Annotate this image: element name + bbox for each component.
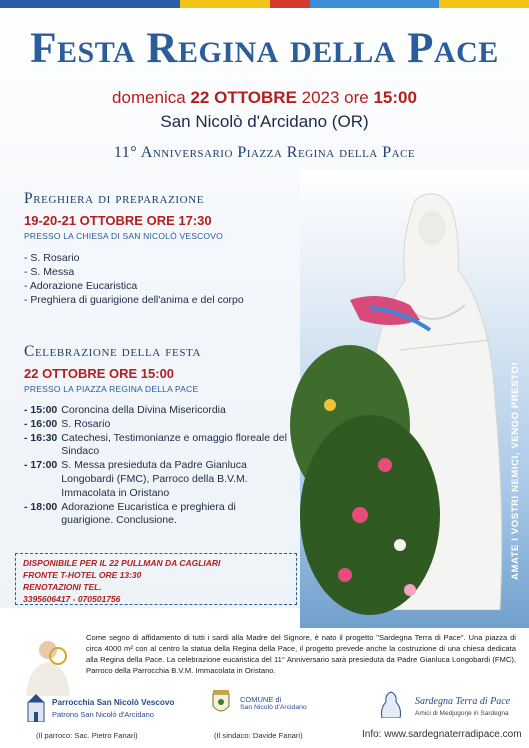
parish-name: Parrocchia San Nicolò Vescovo	[52, 698, 175, 707]
bus-line-2: FRONTE T-HOTEL ORE 13:30	[23, 570, 142, 580]
program-row	[24, 501, 289, 529]
side-motto: AMATE I VOSTRI NEMICI, VENGO PRESTO!	[510, 361, 521, 580]
stripe-blue	[0, 0, 180, 8]
program-time: - 17:00	[24, 459, 58, 472]
list-item: - S. Messa	[24, 266, 75, 278]
prayer-heading: Preghiera di preparazione	[24, 190, 205, 207]
church-logo-icon	[25, 692, 47, 722]
prayer-where: PRESSO LA CHIESA DI SAN NICOLÒ VESCOVO	[24, 231, 223, 241]
program-desc: S. Rosario	[61, 417, 111, 430]
stripe-yellow-2	[439, 0, 529, 8]
list-item: - Adorazione Eucaristica	[24, 280, 138, 292]
website-link[interactable]: Info: www.sardegnaterradipace.com	[362, 729, 522, 740]
stripe-red	[270, 0, 310, 8]
program-list	[24, 404, 289, 528]
madonna-logo-icon	[378, 690, 404, 718]
comune-name: COMUNE di	[240, 695, 282, 704]
comune-sub: San Nicolò d'Arcidano	[240, 704, 307, 711]
prayer-list	[24, 251, 324, 307]
program-desc: S. Messa presieduta da Padre Gianluca Longobardi (FMC), Parroco della B.V.M. Immacolata in Oristano	[61, 459, 248, 499]
program-time: - 16:30	[24, 431, 58, 444]
prayer-section	[24, 190, 324, 307]
event-date	[0, 88, 529, 108]
anniversary-subtitle: 11° Anniversario Piazza Regina della Pace	[113, 144, 416, 161]
project-info: Come segno di affidamento di tutti i sardi alla Madre del Signore, è nato il progetto "Sardegna Terra di Pace". Una piazza di circa 4000 m² con al centro la statua della Regina della Pace, il progetto prevede anche la costruzione di una chiesa dedicata alla Regina della Pace. La celebrazione eucaristica del 11° Anniversario sarà presieduta da Padre Gianluca Longobardi (FMC), Parroco della Parrocchia B.V.M. Immacolata in Oristano.	[86, 633, 516, 675]
program-row	[24, 459, 289, 500]
sardegna-sub: Amici di Medjugorje in Sardegna	[415, 710, 509, 717]
bus-phone: 3395606417 - 070501756	[23, 594, 121, 604]
bus-line-1: DISPONIBILE PER IL 22 PULLMAN DA CAGLIARI	[23, 558, 221, 568]
celebration-where: PRESSO LA PIAZZA REGINA DELLA PACE	[24, 384, 199, 394]
celebration-heading: Celebrazione della festa	[24, 343, 202, 360]
prayer-when: 19-20-21 OTTOBRE ORE 17:30	[24, 213, 212, 228]
list-item: - S. Rosario	[24, 252, 80, 264]
parroco-note: (Il parroco: Sac. Pietro Fanari)	[36, 731, 138, 740]
date-bold: 22 OTTOBRE	[190, 88, 297, 107]
program-row	[24, 404, 289, 418]
program-desc: Catechesi, Testimonianze e omaggio floreale del Sindaco	[61, 431, 287, 458]
poster-title: Festa Regina della Pace	[30, 25, 499, 72]
comune-crest-icon	[212, 690, 230, 716]
program-row	[24, 432, 289, 460]
time-bold: 15:00	[373, 88, 417, 107]
list-item: - Preghiera di guarigione dell'anima e del corpo	[24, 294, 244, 306]
date-mid: 2023 ore	[296, 88, 374, 107]
celebration-when: 22 OTTOBRE ORE 15:00	[24, 366, 175, 381]
program-desc: Coroncina della Divina Misericordia	[61, 404, 226, 416]
date-prefix: domenica	[112, 88, 191, 107]
sindaco-note: (Il sindaco: Davide Fanari)	[214, 731, 303, 740]
program-desc: Adorazione Eucaristica e preghiera di guarigione. Conclusione.	[61, 500, 236, 527]
program-row	[24, 418, 289, 432]
bus-notice	[15, 553, 297, 605]
program-time: - 15:00	[24, 404, 58, 416]
event-place: San Nicolò d'Arcidano (OR)	[160, 112, 369, 131]
bus-line-3: RENOTAZIONI TEL.	[23, 582, 102, 592]
priest-monstrance-image	[18, 636, 78, 696]
color-stripe	[0, 0, 529, 8]
program-time: - 18:00	[24, 500, 58, 513]
sardegna-name: Sardegna Terra di Pace	[415, 696, 511, 707]
celebration-section	[24, 343, 289, 528]
stripe-yellow	[180, 0, 270, 8]
program-time: - 16:00	[24, 417, 58, 430]
stripe-lightblue	[310, 0, 439, 8]
flowers-image	[290, 345, 440, 615]
parish-sub: Patrono San Nicolò d'Arcidano	[52, 710, 154, 719]
